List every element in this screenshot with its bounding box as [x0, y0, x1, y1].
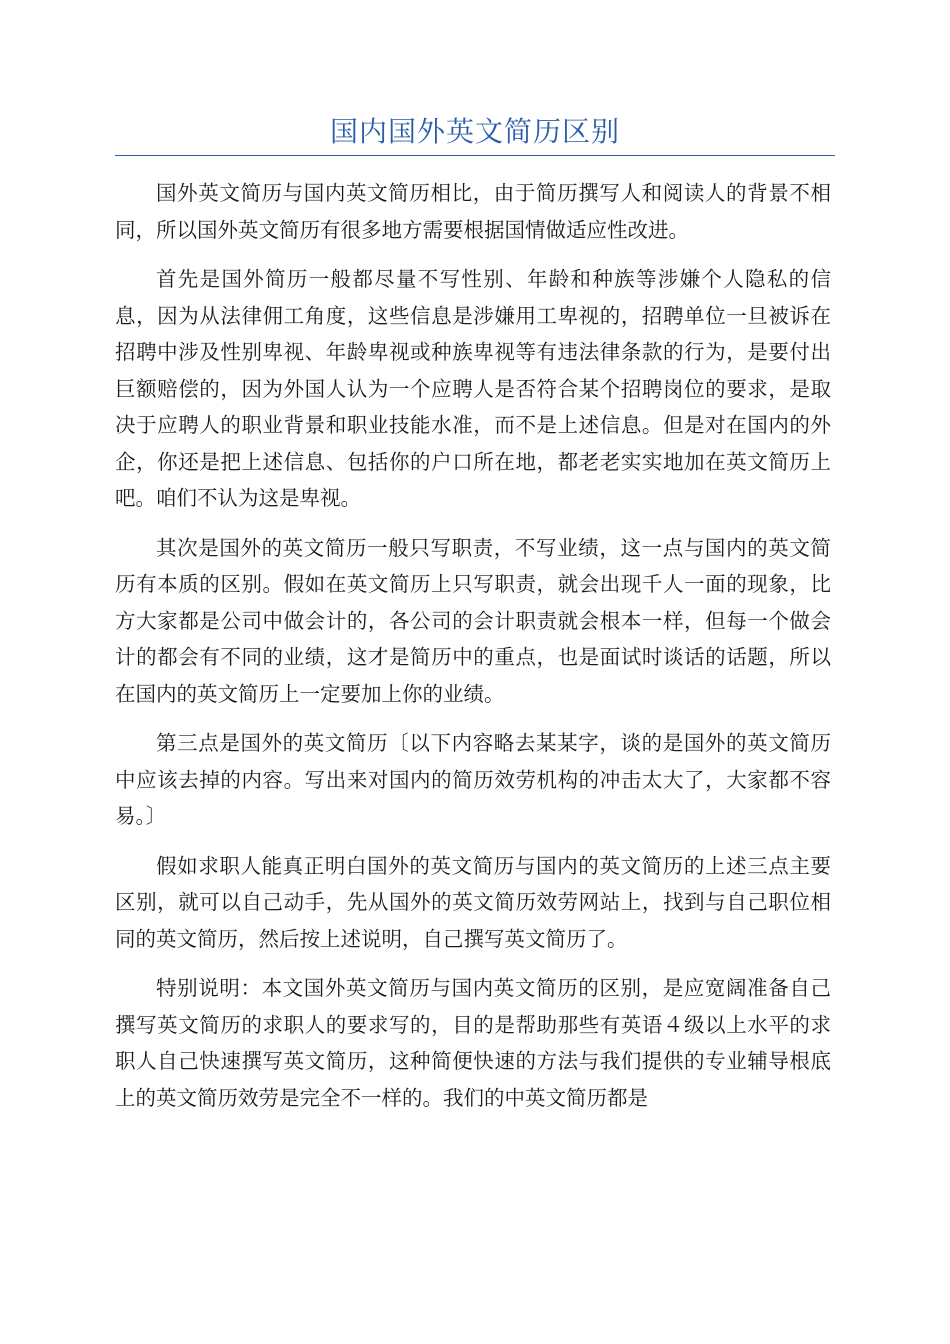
- paragraph-2: 首先是国外简历一般都尽量不写性别、年龄和种族等涉嫌个人隐私的信息，因为从法律佣工角度，这些信息是涉嫌用工卑视的，招聘单位一旦被诉在招聘中涉及性别卑视、年龄卑视或种族卑视等有违法律条款的行为，是要付出巨额赔偿的，因为外国人认为一个应聘人是否符合某个招聘岗位的要求，是取决于应聘人的职业背景和职业技能水准，而不是上述信息。但是对在国内的外企，你还是把上述信息、包括你的户口所在地，都老老实实地加在英文简历上吧。咱们不认为这是卑视。: [115, 267, 831, 510]
- paragraph-4: 第三点是国外的英文简历〔以下内容略去某某字，谈的是国外的英文简历中应该去掉的内容。写出来对国内的简历效劳机构的冲击太大了，大家都不容易。〕: [115, 731, 831, 828]
- paragraph-3: 其次是国外的英文简历一般只写职责，不写业绩，这一点与国内的英文简历有本质的区别。假如在英文简历上只写职责，就会出现千人一面的现象，比方大家都是公司中做会计的，各公司的会计职责就会根本一样，但每一个做会计的都会有不同的业绩，这才是简历中的重点，也是面试时谈话的话题，所以在国内的英文简历上一定要加上你的业绩。: [115, 535, 831, 706]
- paragraph-1: 国外英文简历与国内英文简历相比，由于简历撰写人和阅读人的背景不相同，所以国外英文简历有很多地方需要根据国情做适应性改进。: [115, 181, 831, 242]
- paragraph-6: 特别说明：本文国外英文简历与国内英文简历的区别，是应宽阔准备自己撰写英文简历的求职人的要求写的，目的是帮助那些有英语４级以上水平的求职人自己快速撰写英文简历，这种简便快速的方法与我们提供的专业辅导根底上的英文简历效劳是完全不一样的。我们的中英文简历都是: [115, 976, 831, 1110]
- page-title: 国内国外英文简历区别: [329, 115, 620, 148]
- title-underline: [115, 155, 835, 156]
- document-body: [115, 175, 831, 1129]
- paragraph-5: 假如求职人能真正明白国外的英文简历与国内的英文简历的上述三点主要区别，就可以自己动手，先从国外的英文简历效劳网站上，找到与自己职位相同的英文简历，然后按上述说明，自己撰写英文简历了。: [115, 853, 831, 951]
